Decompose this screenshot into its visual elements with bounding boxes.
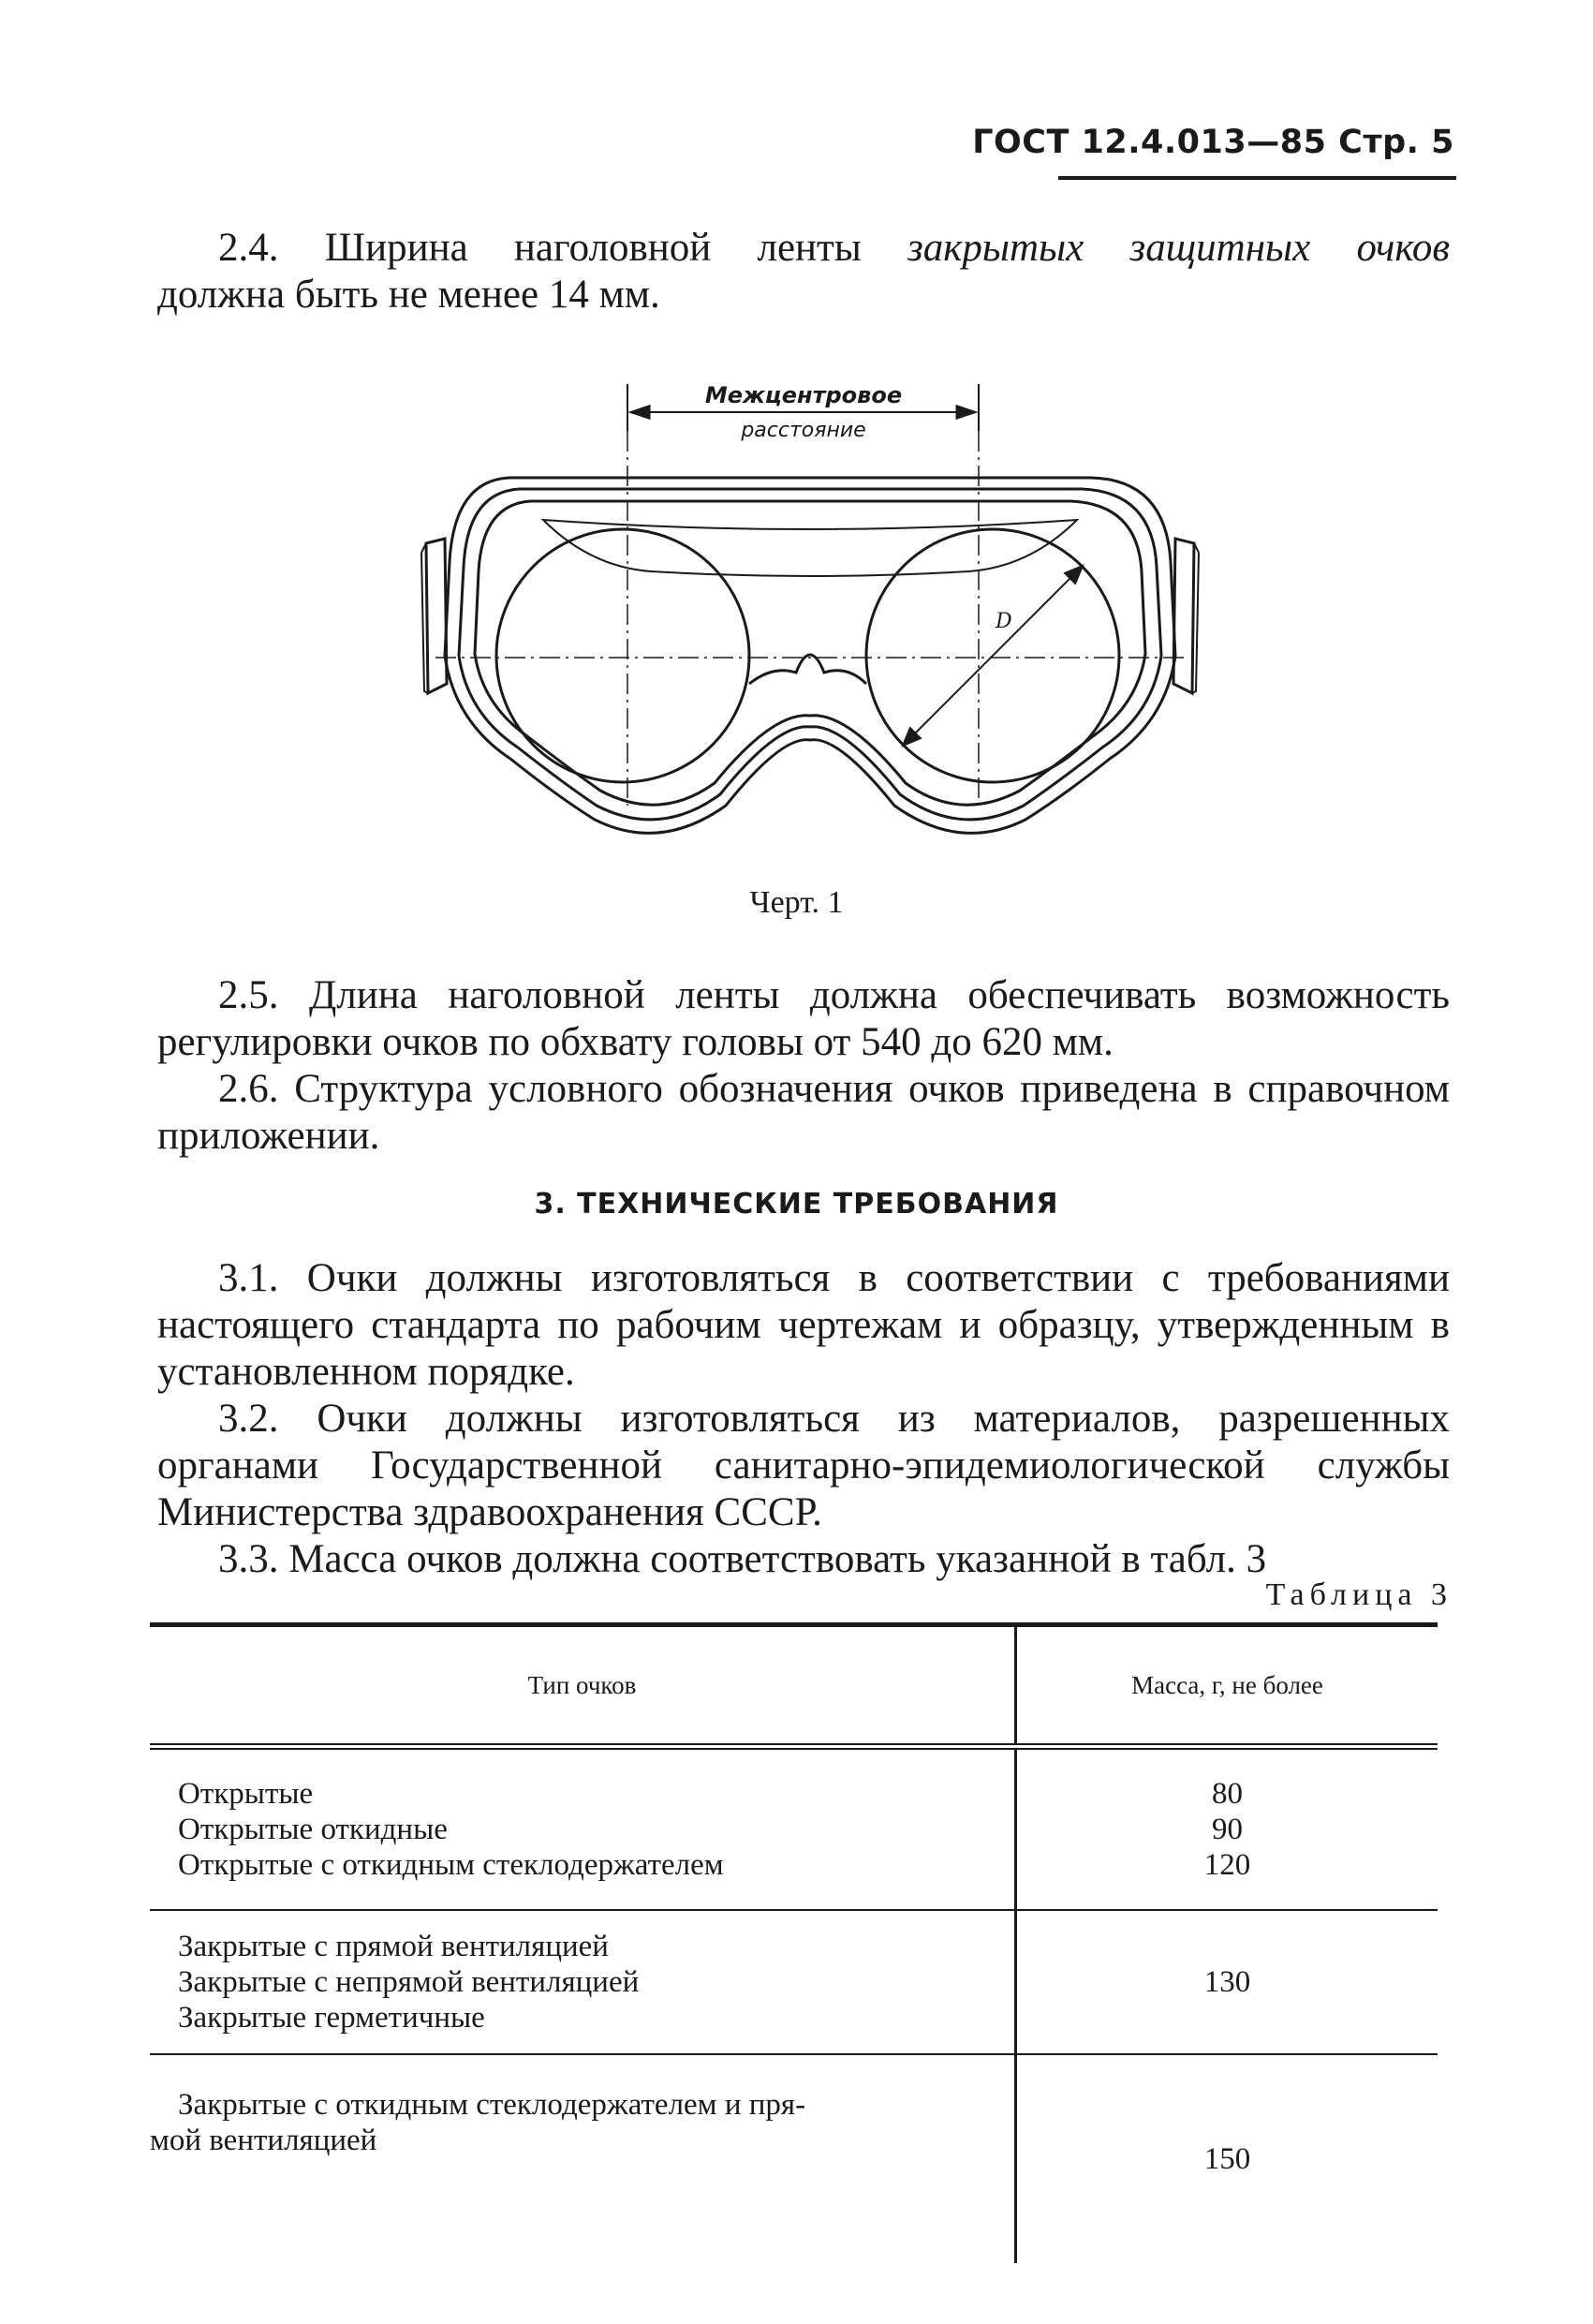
table-row <box>150 2054 1438 2263</box>
table-caption: Таблица 3 <box>1265 1577 1453 1612</box>
table-row <box>150 1910 1438 2054</box>
mass-value: 150 <box>1203 2142 1251 2176</box>
diameter-label: D <box>996 610 1012 633</box>
right-strap-loop <box>1173 539 1194 693</box>
mass-value: 130 <box>1203 1965 1251 1999</box>
paragraph-2-6: 2.6. Структура условного обозначения очков приведена в справочном приложении. <box>157 1067 1450 1158</box>
p-2-4-rest: должна быть не менее 14 мм. <box>157 273 660 317</box>
paragraphs-2-5-2-6 <box>157 972 1450 1160</box>
type-line: Закрытые с откидным стеклодержателем и пря- <box>178 2088 806 2122</box>
page-header: ГОСТ 12.4.013—85 Стр. 5 <box>972 124 1454 161</box>
table-row <box>150 1747 1438 1911</box>
figure-caption: Черт. 1 <box>749 885 844 920</box>
paragraph-3-2: 3.2. Очки должны изготовляться из материалов, разрешенных органами Государственной санитарно-эпидемиологической службы Министерства здравоохранения СССР. <box>157 1397 1450 1534</box>
nose-bridge <box>749 655 866 684</box>
type-cell <box>150 1747 1016 1911</box>
dim-label-line1: Межцентровое <box>704 382 903 408</box>
dim-arrow-left <box>632 407 649 418</box>
mass-table <box>150 1622 1438 2263</box>
p-2-4-word-goggles: очков <box>1356 226 1450 270</box>
type-cell <box>150 1910 1016 2054</box>
mass-value: 120 <box>1203 1848 1251 1882</box>
type-line: Открытые с откидным стеклодержателем <box>178 1848 724 1882</box>
p-2-4-word-protective: защитных <box>1129 226 1311 270</box>
goggles-drawing <box>370 375 1250 862</box>
type-line: Открытые откидные <box>178 1813 448 1846</box>
type-line: Закрытые герметичные <box>178 2001 485 2035</box>
mass-cell <box>1016 1910 1438 2054</box>
type-line: мой вентиляцией <box>150 2124 377 2157</box>
paragraphs-3 <box>157 1255 1450 1583</box>
table-header-row <box>150 1625 1438 1747</box>
paragraph-3-1: 3.1. Очки должны изготовляться в соответствии с требованиями настоящего стандарта по рабочим чертежам и образцу, утвержденным в установленном порядке. <box>157 1256 1450 1394</box>
p-2-4-word-closed: закрытых <box>907 226 1084 270</box>
col-header-type: Тип очков <box>150 1625 1016 1747</box>
mass-value: 90 <box>1212 1813 1243 1846</box>
diameter-line <box>904 567 1082 745</box>
type-line: Открытые <box>178 1777 314 1811</box>
mass-value: 80 <box>1212 1777 1243 1811</box>
dim-label-line2: расстояние <box>741 419 866 442</box>
section-heading: 3. ТЕХНИЧЕСКИЕ ТРЕБОВАНИЯ <box>534 1188 1059 1221</box>
paragraph-2-5: 2.5. Длина наголовной ленты должна обеспечивать возможность регулировки очков по обхвату головы от 540 до 620 мм. <box>157 973 1450 1064</box>
type-cell <box>150 2054 1016 2263</box>
mass-cell <box>1016 2054 1438 2263</box>
left-strap-loop <box>426 539 447 693</box>
dim-arrow-right <box>957 407 974 418</box>
header-rule <box>1058 176 1456 180</box>
type-line: Закрытые с прямой вентиляцией <box>178 1930 609 1963</box>
mass-cell <box>1016 1747 1438 1911</box>
paragraph-2-4 <box>157 225 1450 318</box>
type-line: Закрытые с непрямой вентиляцией <box>178 1965 640 1999</box>
paragraph-3-3: 3.3. Масса очков должна соответствовать указанной в табл. 3 <box>218 1537 1267 1581</box>
col-header-mass: Масса, г, не более <box>1016 1625 1438 1747</box>
p-2-4-lead: 2.4. Ширина наголовной ленты <box>218 226 862 270</box>
